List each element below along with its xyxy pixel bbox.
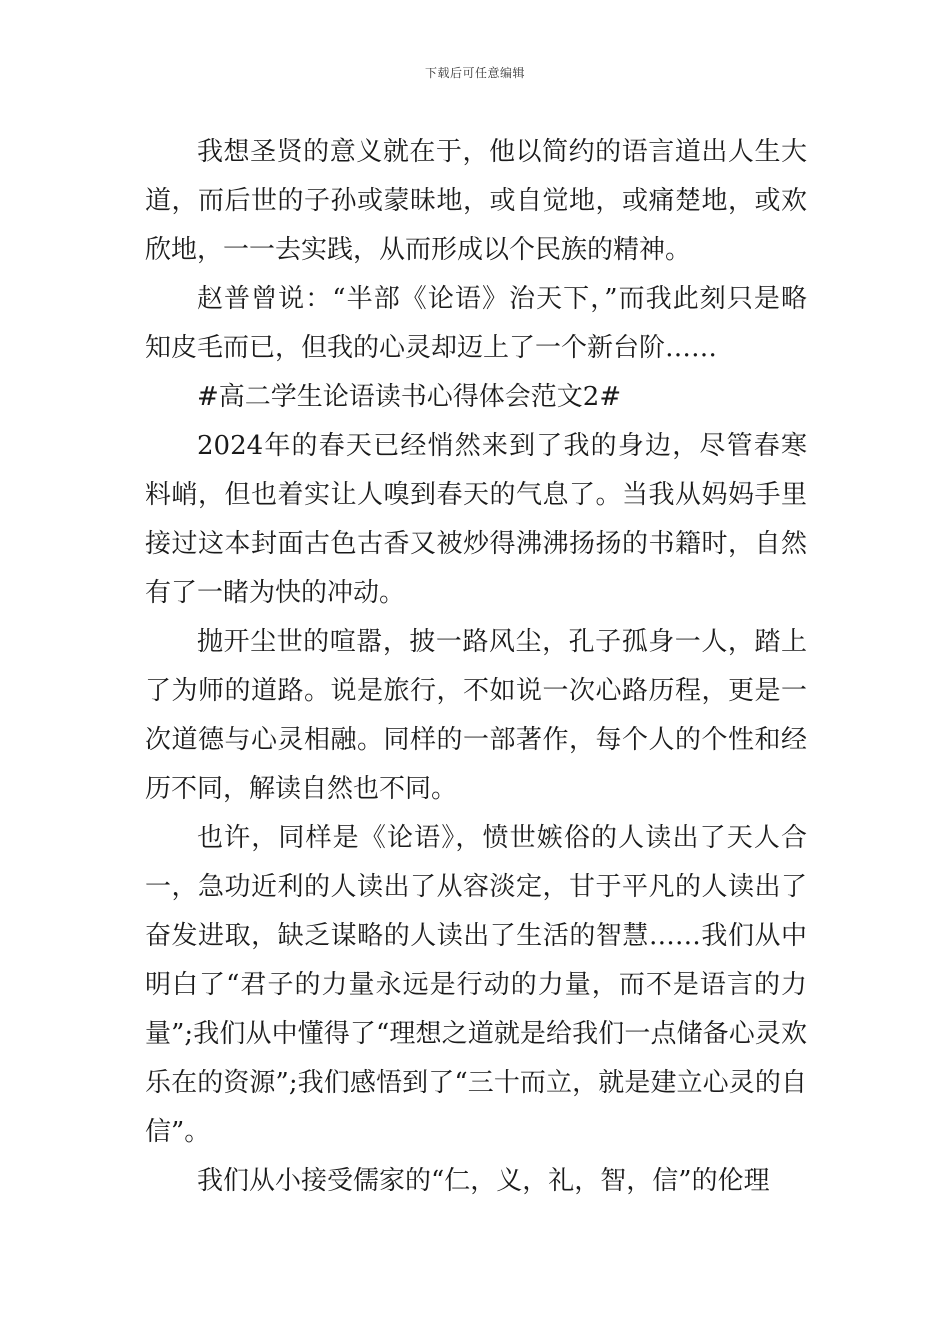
page-header: 下载后可任意编辑 [424,66,525,80]
paragraph-confucius-journey: 抛开尘世的喧嚣，披一路风尘，孔子孤身一人，踏上了为师的道路。说是旅行，不如说一次心路历程，更是一次道德与心灵相融。同样的一部著作，每个人的个性和经历不同，解读自然也不同。 [145,627,807,804]
paragraph-confucian-ethics: 我们从小接受儒家的“仁，义，礼，智，信”的伦理 [197,1166,770,1196]
document-body [145,128,807,1206]
paragraph-different-readings: 也许，同样是《论语》，愤世嫉俗的人读出了天人合一，急功近利的人读出了从容淡定，甘于平凡的人读出了奋发进取，缺乏谋略的人读出了生活的智慧……我们从中明白了“君子的力量永远是行动的力量，而不是语言的力量”;我们从中懂得了“理想之道就是给我们一点储备心灵欢乐在的资源”;我们感悟到了“三十而立，就是建立心灵的自信”。 [145,823,807,1147]
paragraph-sage-meaning: 我想圣贤的意义就在于，他以简约的语言道出人生大道，而后世的子孙或蒙昧地，或自觉地，或痛楚地，或欢欣地，一一去实践，从而形成以个民族的精神。 [145,137,807,265]
section-heading: #高二学生论语读书心得体会范文2# [197,382,622,412]
paragraph-zhao-pu-quote: 赵普曾说：“半部《论语》治天下，”而我此刻只是略知皮毛而已，但我的心灵却迈上了一个新台阶…… [145,284,807,363]
paragraph-spring-2024: 2024年的春天已经悄然来到了我的身边，尽管春寒料峭，但也着实让人嗅到春天的气息了。当我从妈妈手里接过这本封面古色古香又被炒得沸沸扬扬的书籍时，自然有了一睹为快的冲动。 [145,431,807,608]
